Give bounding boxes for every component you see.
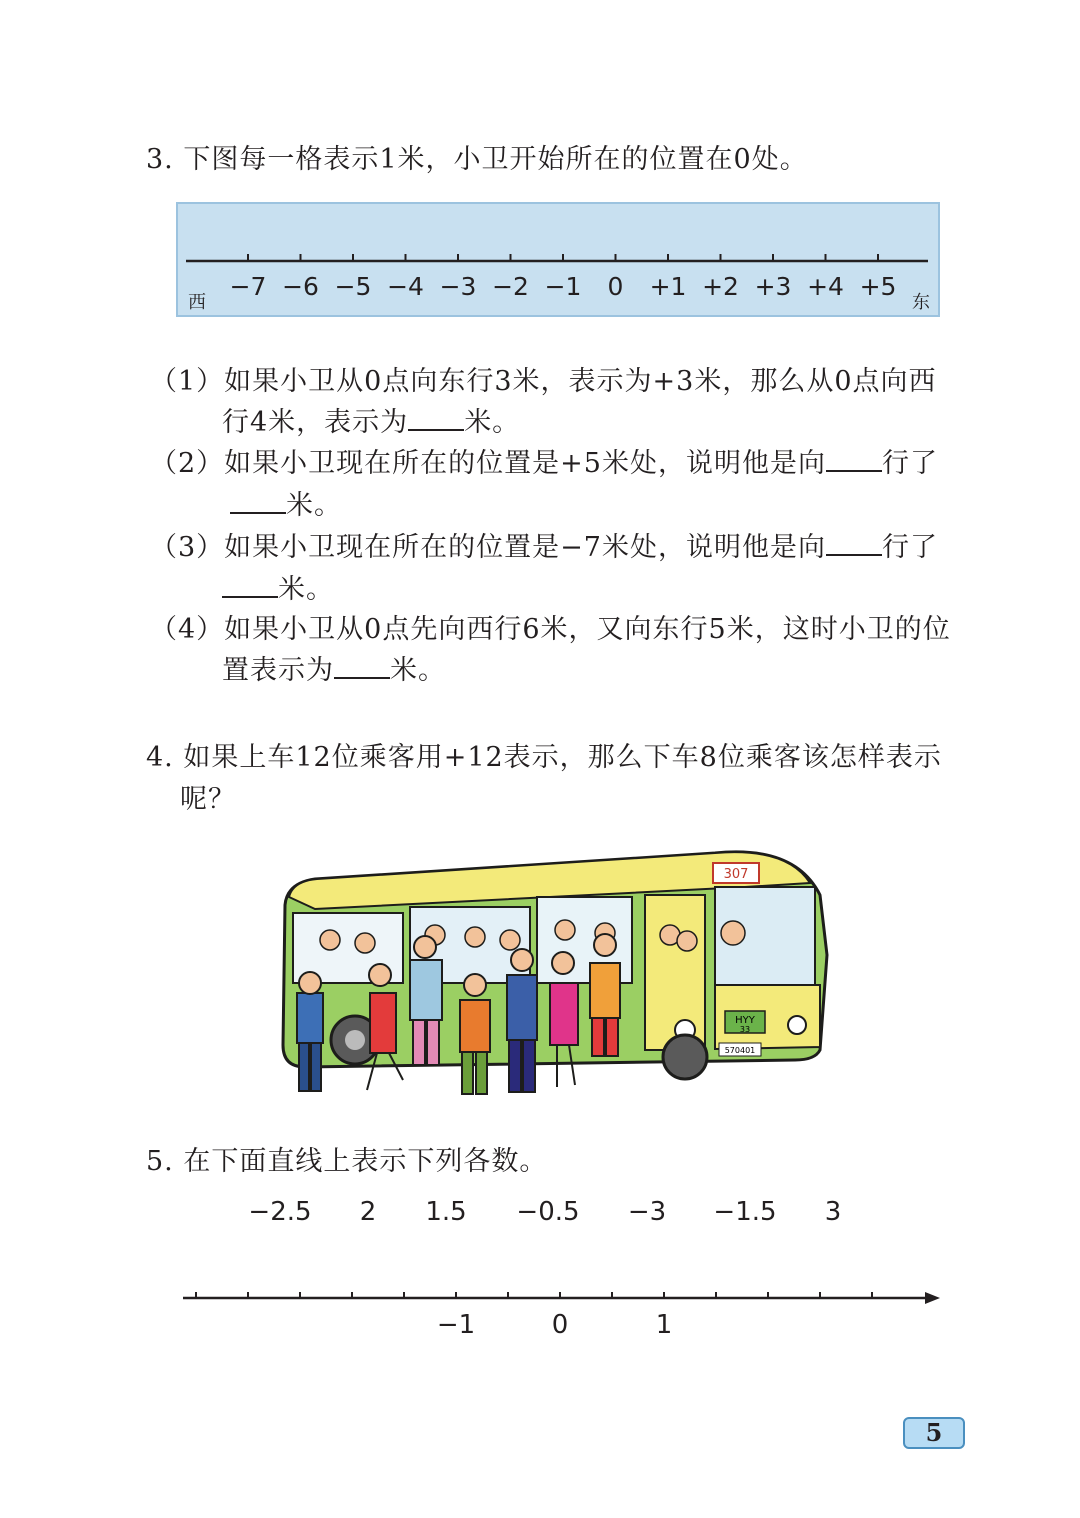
- number-line-tick-label: +4: [807, 272, 844, 301]
- q5-number: −3: [627, 1197, 667, 1227]
- q5-number: −2.5: [248, 1197, 312, 1227]
- q5-title: 5. 在下面直线上表示下列各数。: [146, 1146, 548, 1177]
- q5-number: 3: [824, 1197, 842, 1227]
- number-line-tick-label: −3: [439, 272, 477, 301]
- answer-blank[interactable]: [230, 486, 286, 514]
- bus-illustration: [275, 835, 835, 1105]
- number-line-tick-label: −6: [282, 272, 319, 301]
- q3-sub1-line2: 行4米，表示为 米。: [222, 403, 520, 443]
- q3-sub4-line1: （4）如果小卫从0点先向西行6米，又向东行5米，这时小卫的位: [150, 614, 951, 645]
- q3-sub3-line2: 米。: [222, 570, 334, 610]
- q5-axis-label: 0: [551, 1310, 569, 1340]
- page-number: 5: [903, 1417, 965, 1449]
- answer-blank[interactable]: [826, 528, 882, 556]
- answer-blank[interactable]: [408, 403, 464, 431]
- number-line-tick-label: −4: [387, 272, 424, 301]
- answer-blank[interactable]: [826, 444, 882, 472]
- q5-number: 2: [359, 1197, 377, 1227]
- east-label: 东: [912, 292, 930, 313]
- number-line-tick-label: +2: [702, 272, 739, 301]
- number-line-tick-label: +5: [859, 272, 897, 301]
- q3-sub1-line1: （1）如果小卫从0点向东行3米，表示为+3米，那么从0点向西: [150, 366, 937, 397]
- arrow-head-icon: [925, 1292, 940, 1304]
- number-line-tick-label: −5: [334, 272, 372, 301]
- answer-blank[interactable]: [334, 651, 390, 679]
- q3-title: 3. 下图每一格表示1米，小卫开始所在的位置在0处。: [146, 144, 808, 175]
- q3-sub2-line1: （2）如果小卫现在所在的位置是+5米处，说明他是向 行了: [150, 444, 938, 484]
- q3-sub4-line2: 置表示为 米。: [222, 651, 446, 691]
- rear-plate: 570401: [724, 1046, 756, 1055]
- q3-sub2-line2: 米。: [230, 486, 342, 526]
- number-line-tick-label: −1: [544, 272, 582, 301]
- number-line-panel: [176, 202, 940, 317]
- q5-axis-label: −1: [436, 1310, 476, 1340]
- route-number: 307: [723, 867, 749, 882]
- plate-top: HYY: [735, 1015, 755, 1026]
- q4-line2: 呢？: [180, 784, 236, 815]
- number-line-tick-label: −7: [229, 272, 267, 301]
- answer-blank[interactable]: [222, 570, 278, 598]
- q4-line1: 4. 如果上车12位乘客用+12表示，那么下车8位乘客该怎样表示: [146, 742, 942, 773]
- q3-sub3-line1: （3）如果小卫现在所在的位置是−7米处，说明他是向 行了: [150, 528, 938, 568]
- west-label: 西: [188, 292, 206, 313]
- number-line-tick-label: −2: [492, 272, 529, 301]
- number-line-tick-label: +1: [649, 272, 687, 301]
- q5-axis-label: 1: [655, 1310, 673, 1340]
- q5-number: −0.5: [516, 1197, 580, 1227]
- number-line-tick-label: 0: [607, 272, 624, 301]
- plate-bottom: 33: [739, 1025, 751, 1034]
- number-line-tick-label: +3: [754, 272, 792, 301]
- q5-number: 1.5: [425, 1197, 467, 1227]
- q5-number: −1.5: [713, 1197, 777, 1227]
